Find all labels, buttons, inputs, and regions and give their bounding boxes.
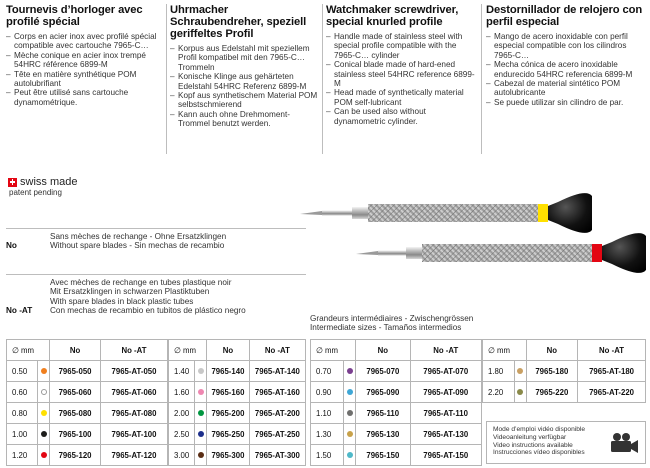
table-row: 0.80 7965-080 7965-AT-080: [7, 403, 168, 424]
column-spanish: [486, 4, 648, 107]
feature-item: – Corps en acier inox avec profilé spécial compatible avec cartouche 7965-C…: [6, 32, 166, 51]
color-ring-yellow: [538, 204, 548, 222]
header-mm: ∅ mm: [7, 340, 50, 361]
feature-item: – Mecha cónica de acero inoxidable endurecido 54HRC referencia 6899-M: [486, 60, 648, 79]
header-mm: ∅ mm: [169, 340, 207, 361]
column-german: [170, 4, 320, 129]
header-no: No: [356, 340, 410, 361]
header-mm: ∅ mm: [311, 340, 356, 361]
screwdriver-photo: [296, 184, 648, 276]
color-dot-icon: [517, 368, 523, 374]
diameter-icon: ∅: [174, 345, 181, 355]
feature-item: – Tête en matière synthétique POM autolubrifiant: [6, 70, 166, 89]
feature-list: [170, 44, 320, 129]
intermediate-sizes-title: [310, 314, 473, 333]
header-mm: ∅ mm: [483, 340, 527, 361]
table-row: 2.20 7965-220 7965-AT-220: [483, 382, 646, 403]
column-english: [326, 4, 476, 126]
feature-item: – Kann auch ohne Drehmoment-Trommel benutzt werden.: [170, 110, 320, 129]
variant-line: Avec mèches de rechange en tubes plastique noir: [50, 278, 232, 287]
column-title: Tournevis d’horloger avec profilé spécial: [6, 4, 143, 28]
table-row: 1.80 7965-180 7965-AT-180: [483, 361, 646, 382]
color-dot-icon: [198, 368, 204, 374]
screwdriver-upper: [300, 193, 592, 233]
table-row: 0.50 7965-050 7965-AT-050: [7, 361, 168, 382]
table-row: 1.40 7965-140 7965-AT-140: [169, 361, 306, 382]
color-dot-icon: [517, 389, 523, 395]
screwdriver-lower: [356, 233, 646, 273]
feature-item: – Handle made of stainless steel with special profile compatible with the 7965-C… cylinder: [326, 32, 476, 60]
variant-no-at: [6, 278, 346, 318]
table-row: 1.60 7965-160 7965-AT-160: [169, 382, 306, 403]
variant-line: Without spare blades - Sin mechas de recambio: [50, 241, 225, 251]
feature-item: – Korpus aus Edelstahl mit speziellem Profil kompatibel mit den 7965-C… Trommeln: [170, 44, 320, 72]
color-dot-icon: [41, 431, 47, 437]
column-title: Watchmaker screwdriver, special knurled profile: [326, 4, 459, 28]
intermediate-line: Intermediate sizes - Tamaños intermedios: [310, 323, 462, 333]
sizes-table-main-2: [168, 339, 306, 466]
feature-list: [326, 32, 476, 126]
color-dot-icon: [41, 452, 47, 458]
diameter-icon: ∅: [488, 345, 495, 355]
feature-item: – Mango de acero inoxidable con perfil especial compatible con los cilindros 7965-C…: [486, 32, 648, 60]
color-dot-icon: [347, 368, 353, 374]
column-french: [6, 4, 166, 107]
feature-item: – Konische Klinge aus gehärteten Edelstahl 54HRC Referenz 6899-M: [170, 72, 320, 91]
header-no: No: [526, 340, 578, 361]
header-no: No: [50, 340, 101, 361]
color-dot-icon: [347, 389, 353, 395]
table-row: 3.00 7965-300 7965-AT-300: [169, 445, 306, 466]
header-no-at: No -AT: [578, 340, 646, 361]
color-dot-icon: [198, 410, 204, 416]
variant-line: Mit Ersatzklingen in schwarzen Plastiktuben: [50, 287, 210, 297]
variant-line: Sans mèches de rechange - Ohne Ersatzklingen: [50, 232, 227, 241]
column-divider: [322, 4, 323, 154]
diameter-icon: ∅: [316, 345, 323, 355]
sizes-table-main-1: [6, 339, 168, 466]
feature-list: [486, 32, 648, 107]
table-row: 1.50 7965-150 7965-AT-150: [311, 445, 482, 466]
column-title: Destornillador de relojero con perfil especial: [486, 4, 643, 28]
variant-code: No -AT: [6, 306, 33, 316]
table-header: [169, 340, 306, 361]
feature-item: – Peut être utilisé sans cartouche dynamométrique.: [6, 88, 166, 107]
color-ring-red: [592, 244, 602, 262]
header-no-at: No -AT: [101, 340, 168, 361]
table-row: 1.20 7965-120 7965-AT-120: [7, 445, 168, 466]
header-no-at: No -AT: [249, 340, 305, 361]
color-dot-icon: [347, 410, 353, 416]
patent-pending-label: patent pending: [9, 188, 62, 197]
divider: [6, 274, 306, 275]
table-row: 0.60 7965-060 7965-AT-060: [7, 382, 168, 403]
sizes-table-intermediate-1: [310, 339, 482, 466]
variant-code: No: [6, 241, 17, 250]
swiss-flag-icon: [8, 178, 17, 187]
color-dot-icon: [198, 431, 204, 437]
feature-item: – Mèche conique en acier inox trempé 54HRC référence 6899-M: [6, 51, 166, 70]
video-camera-icon: [609, 432, 639, 454]
table-row: 1.30 7965-130 7965-AT-130: [311, 424, 482, 445]
color-dot-icon: [198, 389, 204, 395]
column-title: Uhrmacher Schraubendreher, speziell geriffeltes Profil: [170, 4, 307, 40]
feature-item: – Kopf aus synthetischem Material POM selbstschmierend: [170, 91, 320, 110]
color-dot-icon: [347, 452, 353, 458]
table-header: [7, 340, 168, 361]
color-dot-icon: [347, 431, 353, 437]
variant-line: Con mechas de recambio en tubitos de plástico negro: [50, 306, 246, 316]
video-text: Mode d’emploi vidéo disponible Videoanleitung verfügbar Video instructions available Instrucciones vídeo disponibles: [493, 426, 586, 457]
feature-item: – Conical blade made of hard-ened stainless steel 54HRC reference 6899-M: [326, 60, 476, 88]
variant-no: [6, 232, 346, 252]
feature-item: – Se puede utilizar sin cilindro de par.: [486, 98, 648, 107]
feature-item: – Can be used also without dynamometric cylinder.: [326, 107, 476, 126]
feature-item: – Cabezal de material sintético POM autolubricante: [486, 79, 648, 98]
sizes-table-intermediate-2: [482, 339, 646, 403]
feature-item: – Head made of synthetically material POM self-lubricant: [326, 88, 476, 107]
table-row: 1.10 7965-110 7965-AT-110: [311, 403, 482, 424]
table-row: 1.00 7965-100 7965-AT-100: [7, 424, 168, 445]
column-divider: [481, 4, 482, 154]
table-row: 0.90 7965-090 7965-AT-090: [311, 382, 482, 403]
color-dot-icon: [198, 452, 204, 458]
diameter-icon: ∅: [12, 345, 19, 355]
table-header: [311, 340, 482, 361]
video-instructions-box[interactable]: [486, 421, 646, 464]
color-dot-icon: [41, 389, 47, 395]
table-header: [483, 340, 646, 361]
table-row: 2.00 7965-200 7965-AT-200: [169, 403, 306, 424]
color-dot-icon: [41, 410, 47, 416]
header-no-at: No -AT: [410, 340, 482, 361]
divider: [6, 228, 306, 229]
swiss-made-badge: [8, 176, 77, 197]
variant-line: With spare blades in black plastic tubes: [50, 296, 194, 306]
intermediate-line: Grandeurs intermédiaires - Zwischengrössen: [310, 314, 474, 323]
swiss-made-label: swiss made: [20, 176, 78, 188]
color-dot-icon: [41, 368, 47, 374]
column-divider: [166, 4, 167, 154]
table-row: 2.50 7965-250 7965-AT-250: [169, 424, 306, 445]
table-row: 0.70 7965-070 7965-AT-070: [311, 361, 482, 382]
header-no: No: [207, 340, 250, 361]
feature-list: [6, 32, 166, 107]
